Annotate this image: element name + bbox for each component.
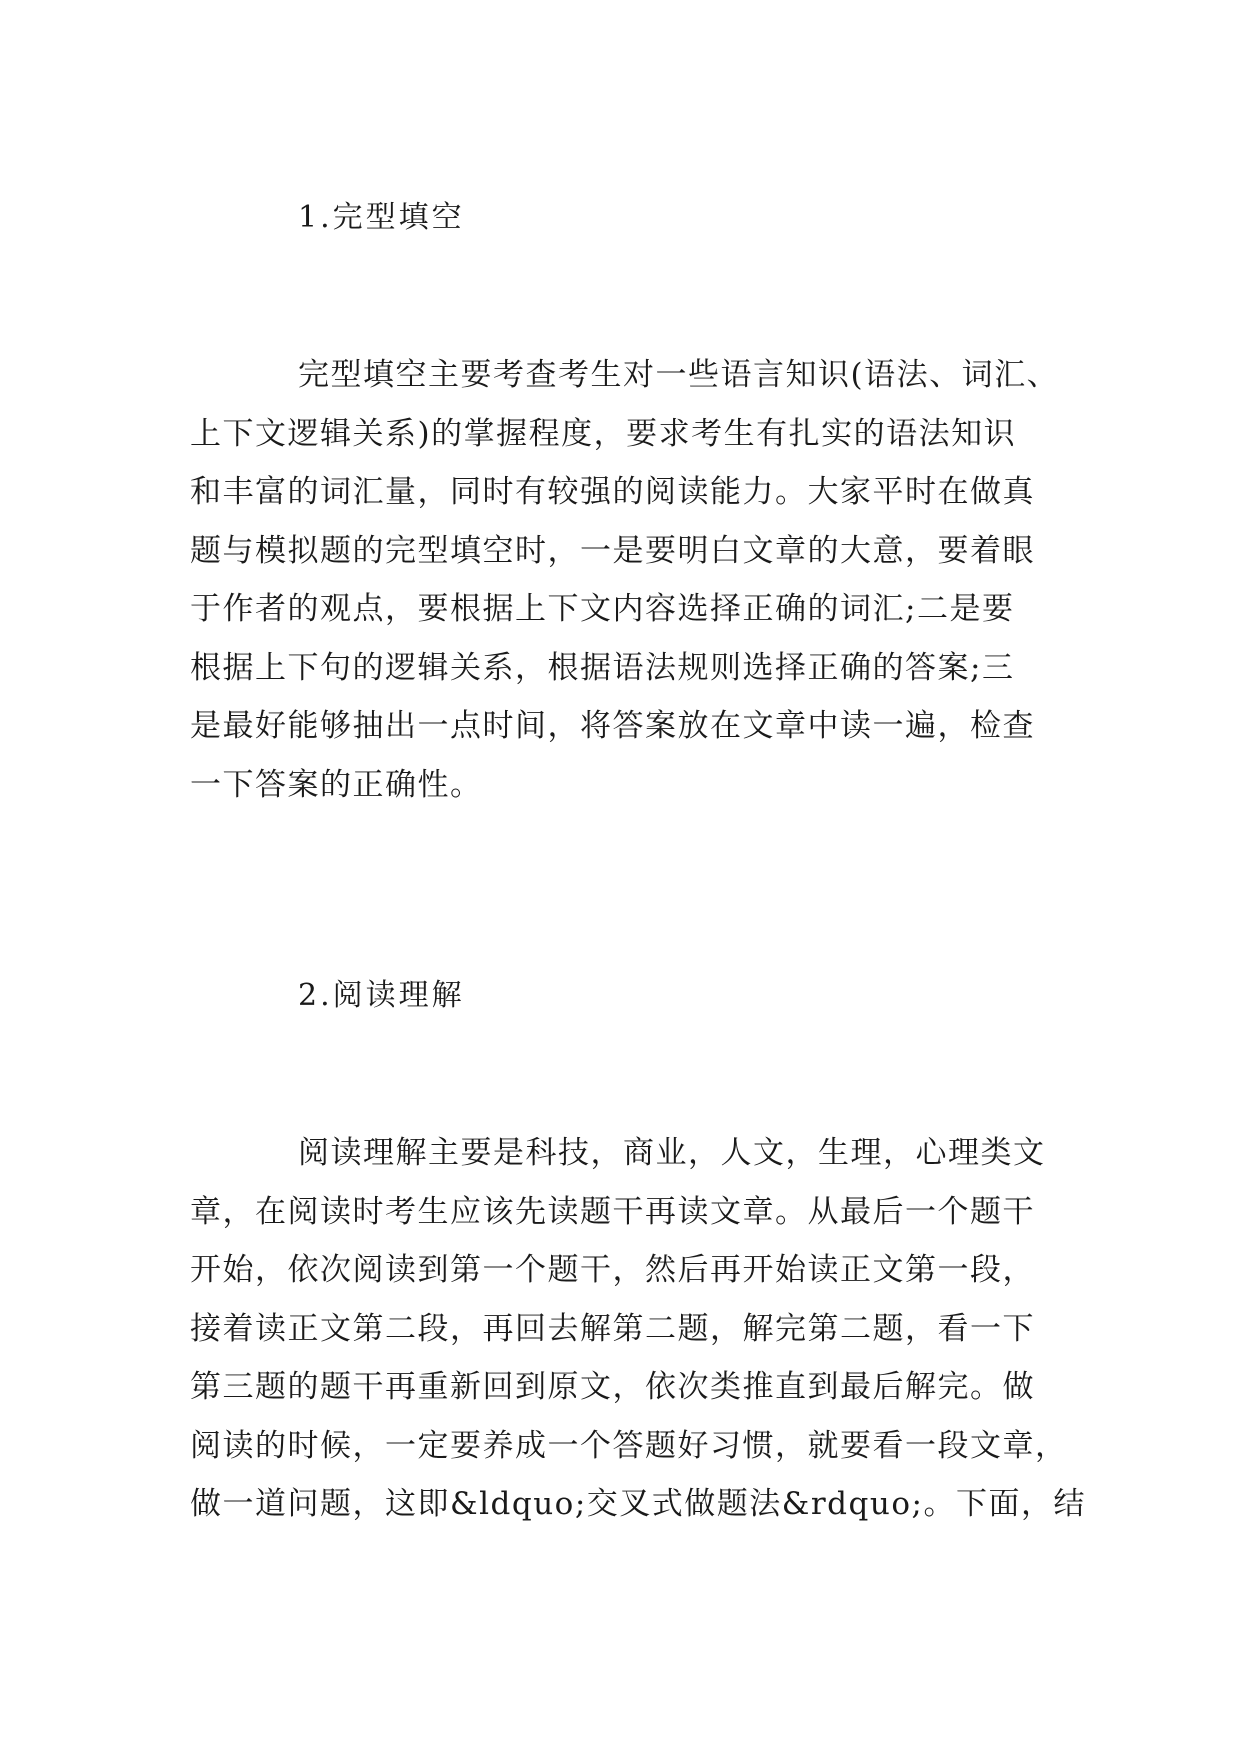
paragraph-line: 于作者的观点，要根据上下文内容选择正确的词汇;二是要 bbox=[190, 591, 1015, 627]
section-1-paragraph bbox=[190, 346, 1070, 814]
paragraph-line: 完型填空主要考查考生对一些语言知识(语法、词汇、 bbox=[298, 357, 1060, 393]
paragraph-line: 接着读正文第二段，再回去解第二题，解完第二题，看一下 bbox=[190, 1310, 1035, 1347]
paragraph-line: 阅读的时候，一定要养成一个答题好习惯，就要看一段文章， bbox=[190, 1427, 1068, 1464]
paragraph-line: 是最好能够抽出一点时间，将答案放在文章中读一遍，检查 bbox=[190, 708, 1035, 744]
paragraph-line: 上下文逻辑关系)的掌握程度，要求考生有扎实的语法知识 bbox=[190, 415, 1017, 452]
paragraph-line: 和丰富的词汇量，同时有较强的阅读能力。大家平时在做真 bbox=[190, 474, 1035, 510]
paragraph-line: 章，在阅读时考生应该先读题干再读文章。从最后一个题干 bbox=[190, 1193, 1035, 1230]
paragraph-line: 题与模拟题的完型填空时，一是要明白文章的大意，要着眼 bbox=[190, 532, 1035, 569]
paragraph-line: 做一道问题，这即&ldquo;交叉式做题法&rdquo;。下面，结 bbox=[190, 1486, 1086, 1522]
section-2-paragraph bbox=[190, 1124, 1086, 1534]
paragraph-line: 开始，依次阅读到第一个题干，然后再开始读正文第一段， bbox=[190, 1252, 1035, 1288]
paragraph-line: 第三题的题干再重新回到原文，依次类推直到最后解完。做 bbox=[190, 1369, 1035, 1405]
section-1-heading: 1.完型填空 bbox=[298, 200, 465, 235]
paragraph-line: 一下答案的正确性。 bbox=[190, 766, 483, 803]
section-2-heading: 2.阅读理解 bbox=[298, 978, 465, 1013]
paragraph-line: 根据上下句的逻辑关系，根据语法规则选择正确的答案;三 bbox=[190, 649, 1015, 686]
paragraph-line: 阅读理解主要是科技，商业，人文，生理，心理类文 bbox=[298, 1135, 1046, 1171]
